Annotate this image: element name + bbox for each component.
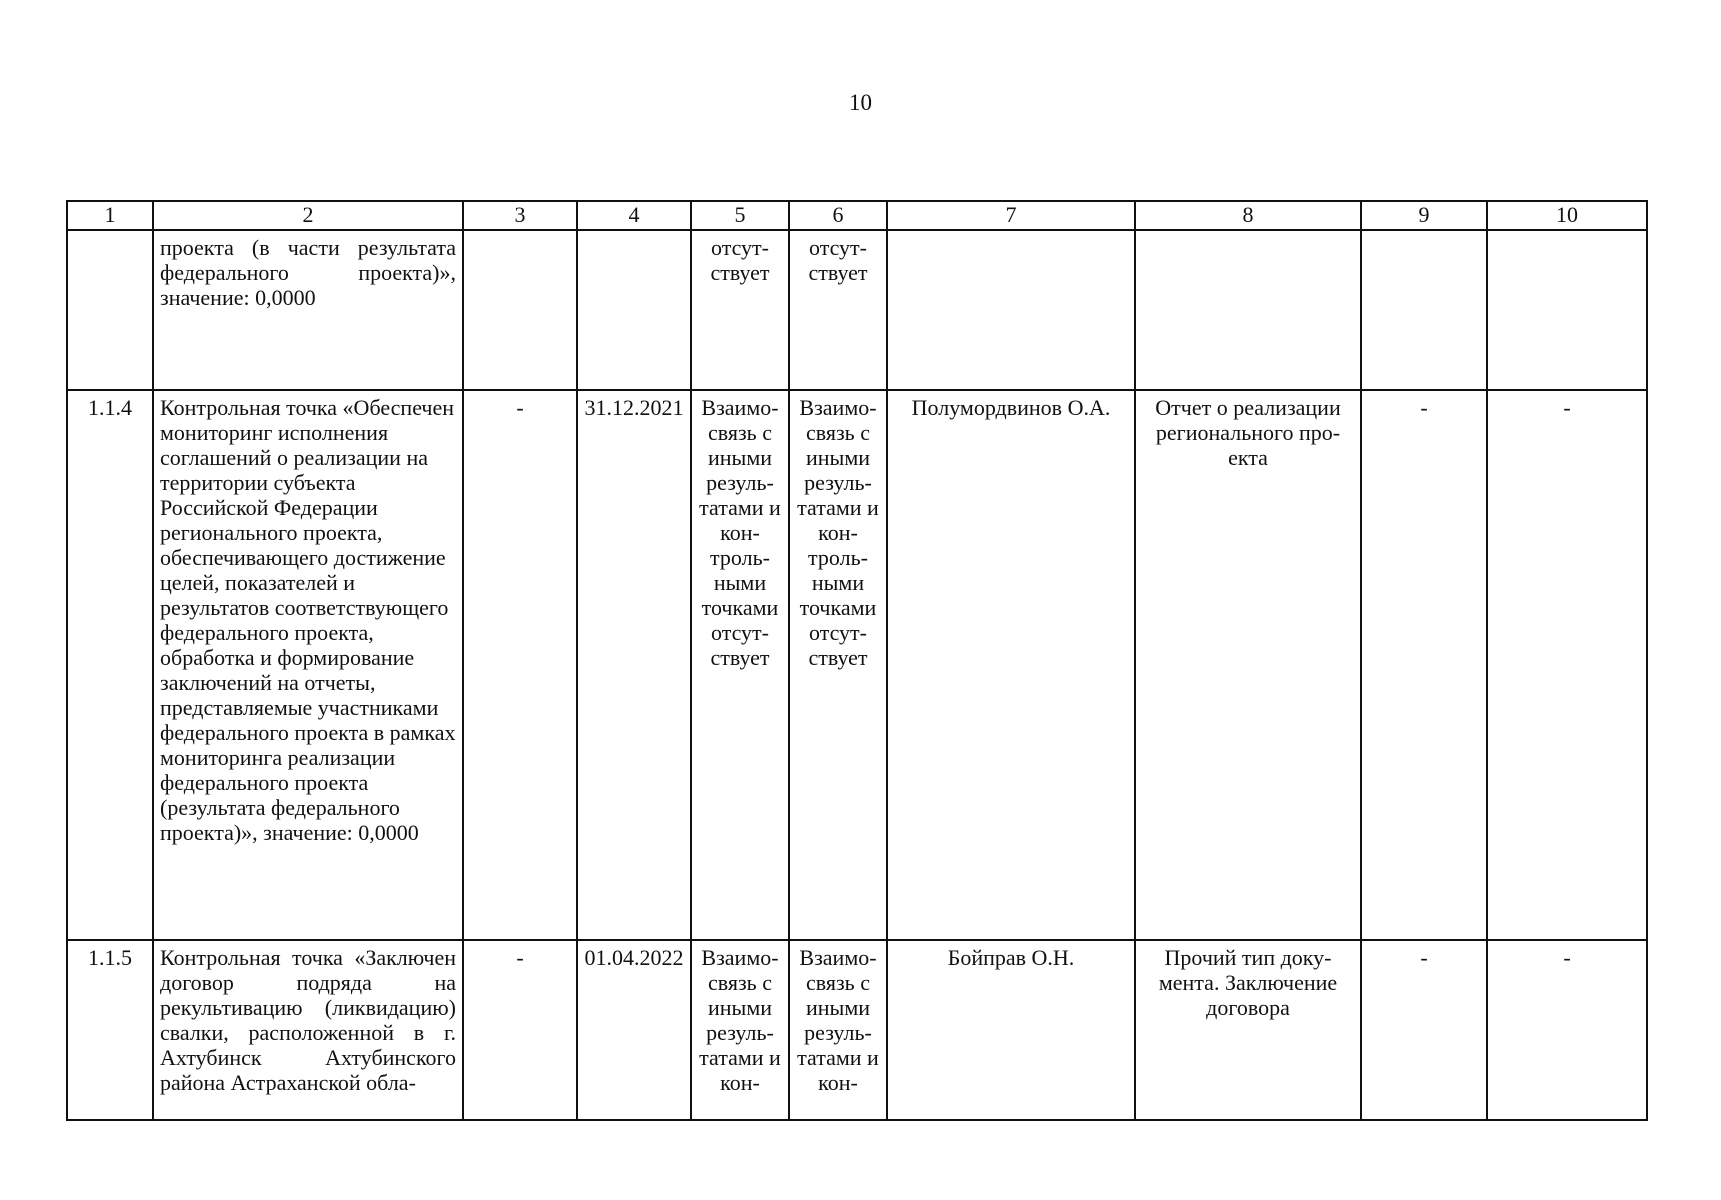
- column-header: 9: [1361, 201, 1487, 230]
- column-header: 2: [153, 201, 463, 230]
- row-date: 31.12.2021: [577, 390, 691, 940]
- row-col3: [463, 230, 577, 390]
- row-col9: -: [1361, 390, 1487, 940]
- column-header: 1: [67, 201, 153, 230]
- row-document: [1135, 230, 1361, 390]
- table-row: [67, 940, 1647, 1120]
- row-col6: Взаимо-связь с иными резуль-татами и кон-: [789, 940, 887, 1120]
- column-header: 4: [577, 201, 691, 230]
- column-header: 10: [1487, 201, 1647, 230]
- row-col10: -: [1487, 940, 1647, 1120]
- row-document: Прочий тип доку-мента. Заключение договора: [1135, 940, 1361, 1120]
- row-number: [67, 230, 153, 390]
- row-col5: Взаимо-связь с иными резуль-татами и кон-: [691, 940, 789, 1120]
- column-header: 7: [887, 201, 1135, 230]
- row-col10: -: [1487, 390, 1647, 940]
- header-row: [67, 201, 1647, 230]
- row-description: Контрольная точка «Обеспечен мониторинг исполнения соглашений о реализации на территории субъекта Российской Федерации регионального проекта, обеспечивающего достижение целей, показателей и результатов соответствующего федерального проекта, обработка и формирование заключений на отчеты, представляемые участниками федерального проекта в рамках мониторинга реализации федерального проекта (результата федерального проекта)», значение: 0,0000: [153, 390, 463, 940]
- row-responsible: [887, 230, 1135, 390]
- row-date: 01.04.2022: [577, 940, 691, 1120]
- row-col10: [1487, 230, 1647, 390]
- column-header: 6: [789, 201, 887, 230]
- row-date: [577, 230, 691, 390]
- row-responsible: Бойправ О.Н.: [887, 940, 1135, 1120]
- row-responsible: Полумордвинов О.А.: [887, 390, 1135, 940]
- row-col3: -: [463, 940, 577, 1120]
- row-col3: -: [463, 390, 577, 940]
- column-header: 5: [691, 201, 789, 230]
- column-header: 8: [1135, 201, 1361, 230]
- row-col9: [1361, 230, 1487, 390]
- table-row: [67, 230, 1647, 390]
- column-header: 3: [463, 201, 577, 230]
- row-document: Отчет о реализации регионального про-екта: [1135, 390, 1361, 940]
- page-number: 10: [849, 90, 872, 115]
- row-col6: Взаимо-связь с иными резуль-татами и кон-троль-ными точками отсут-ствует: [789, 390, 887, 940]
- row-col5: Взаимо-связь с иными резуль-татами и кон-троль-ными точками отсут-ствует: [691, 390, 789, 940]
- control-points-table: [66, 200, 1648, 1121]
- row-description: проекта (в части результата федерального проекта)», значение: 0,0000: [153, 230, 463, 390]
- row-number: 1.1.4: [67, 390, 153, 940]
- row-col6: отсут-ствует: [789, 230, 887, 390]
- table-row: [67, 390, 1647, 940]
- row-col9: -: [1361, 940, 1487, 1120]
- row-col5: отсут-ствует: [691, 230, 789, 390]
- row-description: Контрольная точка «Заключен договор подряда на рекультивацию (ликвидацию) свалки, расположенной в г. Ахтубинск Ахтубинского района Астраханской обла-: [153, 940, 463, 1120]
- row-number: 1.1.5: [67, 940, 153, 1120]
